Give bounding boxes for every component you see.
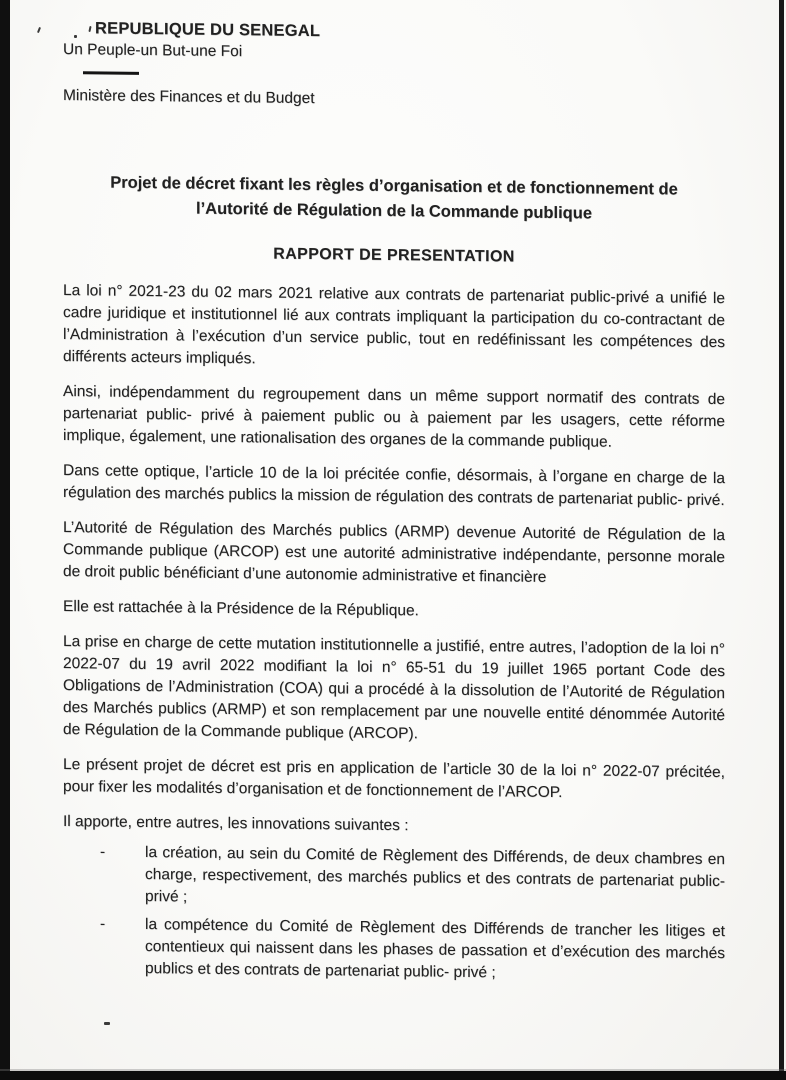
header-separator-line xyxy=(83,71,139,75)
paragraph: La prise en charge de cette mutation institutionnelle a justifié, entre autres, l’adoption de la loi n° 2022-07 du 19 avril 2022 modifiant la loi n° 65-51 du 19 juillet 1965 portant Code des Obligations de l’Administration (COA) qui a procédé à la dissolution de l’Autorité de Régulation des Marchés publics (ARMP) et son remplacement par une nouvelle entité dénommée Autorité de Régulation de la Commande publique (ARCOP). xyxy=(63,633,725,743)
innovations-list-intro: Il apporte, entre autres, les innovations suivantes : xyxy=(63,813,409,835)
scan-artifact xyxy=(104,1022,110,1025)
report-heading: RAPPORT DE PRESENTATION xyxy=(273,245,515,266)
ministry-name: Ministère des Finances et du Budget xyxy=(63,87,315,108)
document-body xyxy=(63,280,725,987)
photo-right-border xyxy=(779,0,784,1080)
list-item-text: la création, au sein du Comité de Règlement des Différends, de deux chambres en charge, respectivement, des marchés publics et des contrats de partenariat public- privé ; xyxy=(145,844,725,906)
national-motto: Un Peuple-un But-une Foi xyxy=(63,41,243,61)
country-name: REPUBLIQUE DU SENEGAL xyxy=(95,19,321,41)
paragraph: Le présent projet de décret est pris en application de l’article 30 de la loi n° 2022-07 précitée, pour fixer les modalités d’organisation et de fonctionnement de l’ARCOP. xyxy=(63,756,725,802)
photo-left-border xyxy=(0,0,10,1080)
list-item xyxy=(63,913,725,987)
scan-artifact xyxy=(37,27,41,33)
list-item-text: la compétence du Comité de Règlement des Différends de trancher les litiges et contentieux qui naissent dans les phases de passation et d’exécution des marchés publics et des contrats de partenariat public- privé ; xyxy=(145,916,725,982)
paragraph: Ainsi, indépendamment du regroupement dans un même support normatif des contrats de partenariat public- privé à paiement public ou à paiement par les usagers, cette réforme implique, également, une rationalisation des organes de la commande publique. xyxy=(63,383,725,451)
paragraph: La loi n° 2021-23 du 02 mars 2021 relative aux contrats de partenariat public-privé a unifié le cadre juridique et institutionnel lié aux contrats impliquant la participation du co-contractant de l’Administration à l’exécution d’un service public, tout en redéfinissant les compétences des différents acteurs impliqués. xyxy=(63,282,725,368)
paragraph: Dans cette optique, l’article 10 de la loi précitée confie, désormais, à l’organe en charge de la régulation des marchés publics la mission de régulation des contrats de partenariat public- privé. xyxy=(63,462,725,510)
document-page xyxy=(63,18,725,993)
list-item-dash: - xyxy=(100,915,106,933)
paragraph: Elle est rattachée à la Présidence de la République. xyxy=(63,598,419,620)
list-item xyxy=(63,841,725,915)
photo-bottom-border xyxy=(0,1071,786,1080)
decree-title: Projet de décret fixant les règles d’organisation et de fonctionnement de l’Autorité de Régulation de la Commande publique xyxy=(110,173,678,223)
list-item-dash: - xyxy=(100,843,106,861)
paragraph: L’Autorité de Régulation des Marchés publics (ARMP) devenue Autorité de Régulation de la Commande publique (ARCOP) est une autorité administrative indépendante, personne morale de droit public bénéficiant d’une autonomie administrative et financière xyxy=(63,519,725,586)
